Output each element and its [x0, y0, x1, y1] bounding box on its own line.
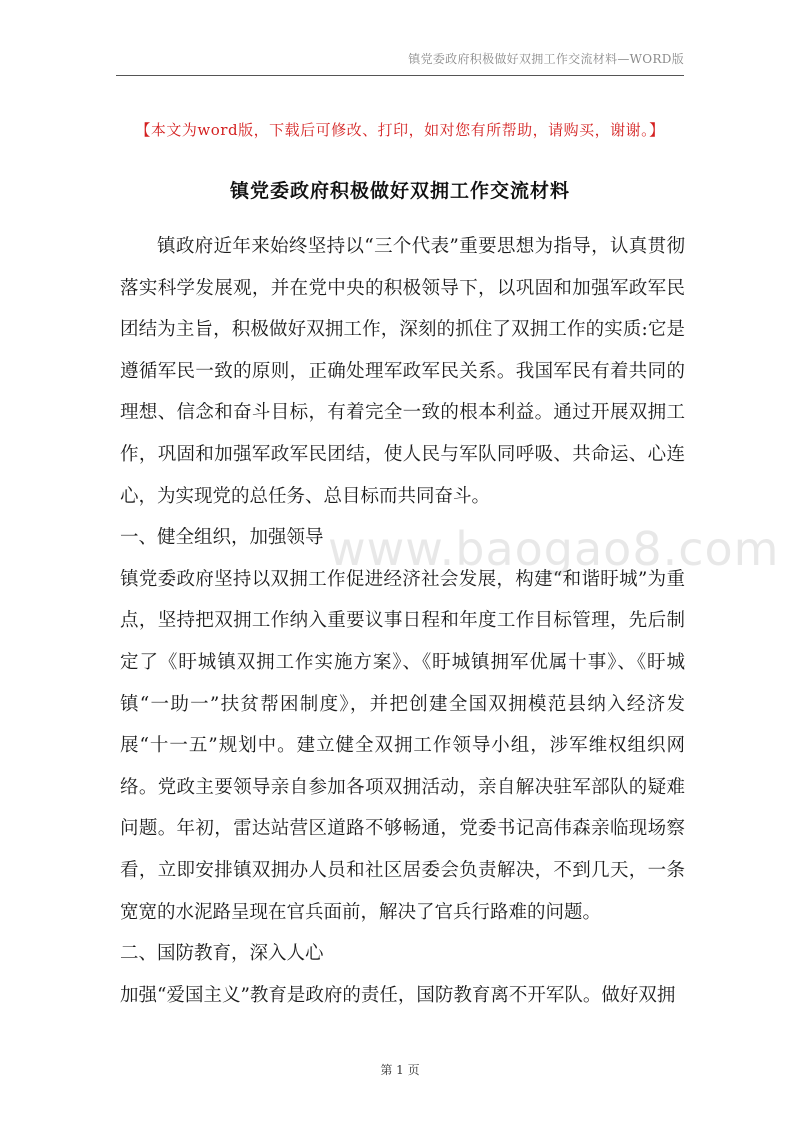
document-body [120, 226, 685, 1016]
section-1-paragraph: 镇党委政府坚持以双拥工作促进经济社会发展，构建“和谐盱城”为重点，坚持把双拥工作纳入重要议事日程和年度工作目标管理，先后制定了《盱城镇双拥工作实施方案》、《盱城镇拥军优属十事》、《盱城镇“一助一”扶贫帮困制度》，并把创建全国双拥模范县纳入经济发展“十一五”规划中。建立健全双拥工作领导小组，涉军维权组织网络。党政主要领导亲自参加各项双拥活动，亲自解决驻军部队的疑难问题。年初，雷达站营区道路不够畅通，党委书记高伟森亲临现场察看，立即安排镇双拥办人员和社区居委会负责解决，不到几天，一条宽宽的水泥路呈现在官兵面前，解决了官兵行路难的问题。 [120, 568, 685, 923]
document-title: 镇党委政府积极做好双拥工作交流材料 [229, 180, 570, 202]
running-header: 镇党委政府积极做好双拥工作交流材料—WORD版 [408, 52, 684, 66]
intro-paragraph: 镇政府近年来始终坚持以“三个代表”重要思想为指导，认真贯彻落实科学发展观，并在党中央的积极领导下，以巩固和加强军政军民团结为主旨，积极做好双拥工作，深刻的抓住了双拥工作的实质:它是遵循军民一致的原则，正确处理军政军民关系。我国军民有着共同的理想、信念和奋斗目标，有着完全一致的根本利益。通过开展双拥工作，巩固和加强军政军民团结，使人民与军队同呼吸、共命运、心连心，为实现党的总任务、总目标而共同奋斗。 [120, 236, 685, 507]
section-heading-2: 二、国防教育，深入人心 [120, 943, 324, 965]
page-number: 第 1 页 [380, 1063, 420, 1077]
section-heading-1: 一、健全组织，加强领导 [120, 527, 324, 549]
watermark: www.baogao8.com [328, 522, 780, 576]
purchase-notice: 【本文为word版，下载后可修改、打印，如对您有所帮助，请购买，谢谢。】 [135, 121, 665, 139]
section-2-paragraph: 加强“爱国主义”教育是政府的责任，国防教育离不开军队。做好双拥 [120, 984, 676, 1006]
header-divider [116, 75, 684, 76]
